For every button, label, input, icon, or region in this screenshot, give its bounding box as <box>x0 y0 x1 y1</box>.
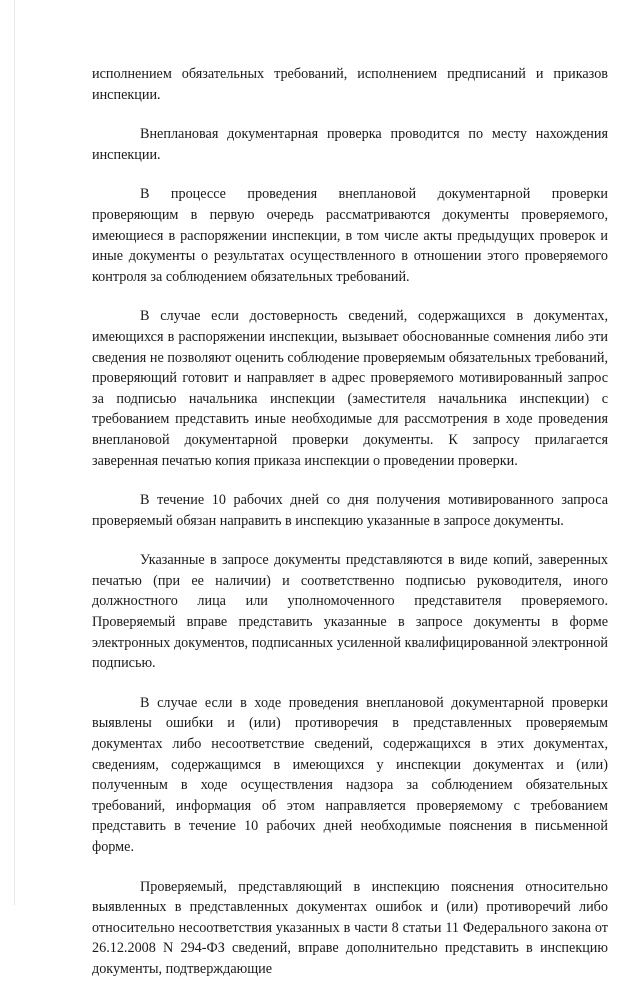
paragraph-6: Указанные в запросе документы представляются в виде копий, заверенных печатью (при ее наличии) и соответственно подписью руководителя, иного должностного лица или уполномоченного представителя проверяемого. Проверяемый вправе представить указанные в запросе документы в форме электронных документов, подписанных усиленной квалифицированной электронной подписью. <box>92 552 608 672</box>
paragraph-4: В случае если достоверность сведений, содержащихся в документах, имеющихся в распоряжении инспекции, вызывает обоснованные сомнения либо эти сведения не позволяют оценить соблюдение проверяемым обязательных требований, проверяющий готовит и направляет в адрес проверяемого мотивированный запрос за подписью начальника инспекции (заместителя начальника инспекции) с требованием представить иные необходимые для рассмотрения в ходе проведения внеплановой документарной проверки документы. К запросу прилагается заверенная печатью копия приказа инспекции о проведении проверки. <box>92 308 608 469</box>
paragraph-2: Внеплановая документарная проверка проводится по месту нахождения инспекции. <box>92 126 608 163</box>
paragraph-5: В течение 10 рабочих дней со дня получения мотивированного запроса проверяемый обязан направить в инспекцию указанные в запросе документы. <box>92 492 608 529</box>
paragraph-3: В процессе проведения внеплановой документарной проверки проверяющим в первую очередь рассматриваются документы проверяемого, имеющиеся в распоряжении инспекции, в том числе акты предыдущих проверок и иные документы о результатах осуществленного в отношении этого проверяемого контроля за соблюдением обязательных требований. <box>92 186 608 285</box>
paragraph-1: исполнением обязательных требований, исполнением предписаний и приказов инспекции. <box>92 66 608 103</box>
paragraph-7: В случае если в ходе проведения внеплановой документарной проверки выявлены ошибки и (или) противоречия в представленных проверяемым документах либо несоответствие сведений, содержащихся в этих документах, сведениям, содержащимся в имеющихся у инспекции документах и (или) полученным в ходе осуществления надзора за соблюдением обязательных требований, информация об этом направляется проверяемому с требованием представить в течение 10 рабочих дней необходимые пояснения в письменной форме. <box>92 694 608 855</box>
paragraph-8: Проверяемый, представляющий в инспекцию пояснения относительно выявленных в представленных документах ошибок и (или) противоречий либо относительно несоответствия указанных в части 8 статьи 11 Федерального закона от 26.12.2008 N 294-ФЗ сведений, вправе дополнительно представить в инспекцию документы, подтверждающие <box>92 878 608 977</box>
scan-edge-line <box>14 0 15 905</box>
document-body <box>92 64 608 999</box>
